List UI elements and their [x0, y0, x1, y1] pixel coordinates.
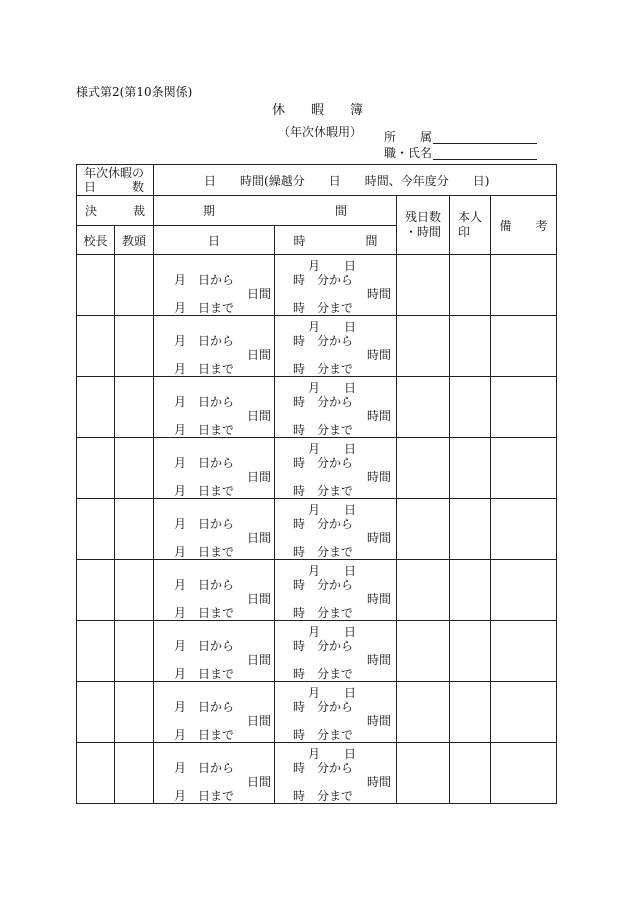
principal-approval-cell[interactable] [77, 316, 115, 377]
table-row [77, 316, 557, 377]
time-from-label: 時 分から [293, 273, 354, 287]
principal-header: 校長 [77, 226, 115, 255]
carryover-summary[interactable]: 日 時間(繰越分 日 時間、今年度分 日) [154, 165, 557, 196]
day-from-label: 月 日から [174, 334, 235, 348]
time-to-label: 時 分まで [293, 789, 354, 803]
name-field[interactable] [433, 159, 537, 160]
remarks-cell[interactable] [491, 560, 557, 621]
time-period-cell[interactable] [275, 621, 397, 682]
days-label: 日間 [247, 348, 272, 362]
remaining-cell[interactable] [397, 255, 450, 316]
day-period-cell[interactable] [154, 316, 275, 377]
remarks-cell[interactable] [491, 438, 557, 499]
hours-label: 時間 [367, 531, 392, 545]
time-period-cell[interactable] [275, 316, 397, 377]
day-period-cell[interactable] [154, 438, 275, 499]
vice-principal-approval-cell[interactable] [115, 377, 154, 438]
time-from-label: 時 分から [293, 334, 354, 348]
date-label: 月 日 [308, 686, 357, 700]
day-header: 日 [154, 226, 275, 255]
remaining-cell[interactable] [397, 316, 450, 377]
name-label: 職・氏名 [384, 146, 433, 160]
days-label: 日間 [247, 775, 272, 789]
day-period-cell[interactable] [154, 743, 275, 804]
time-header: 時 間 [275, 226, 397, 255]
remarks-cell[interactable] [491, 255, 557, 316]
time-period-cell[interactable] [275, 743, 397, 804]
principal-approval-cell[interactable] [77, 499, 115, 560]
days-label: 日間 [247, 714, 272, 728]
time-from-label: 時 分から [293, 517, 354, 531]
time-to-label: 時 分まで [293, 423, 354, 437]
table-row [77, 499, 557, 560]
day-from-label: 月 日から [174, 395, 235, 409]
time-from-label: 時 分から [293, 639, 354, 653]
day-to-label: 月 日まで [174, 545, 235, 559]
time-to-label: 時 分まで [293, 362, 354, 376]
remaining-cell[interactable] [397, 377, 450, 438]
day-to-label: 月 日まで [174, 301, 235, 315]
table-row [77, 743, 557, 804]
time-period-cell[interactable] [275, 377, 397, 438]
vice-principal-approval-cell[interactable] [115, 621, 154, 682]
day-period-cell[interactable] [154, 621, 275, 682]
remarks-cell[interactable] [491, 316, 557, 377]
table-row [77, 621, 557, 682]
time-period-cell[interactable] [275, 255, 397, 316]
vice-principal-approval-cell[interactable] [115, 316, 154, 377]
principal-approval-cell[interactable] [77, 255, 115, 316]
remarks-cell[interactable] [491, 682, 557, 743]
time-period-cell[interactable] [275, 560, 397, 621]
approval-header: 決 裁 [77, 196, 154, 226]
day-period-cell[interactable] [154, 255, 275, 316]
days-label: 日間 [247, 531, 272, 545]
principal-approval-cell[interactable] [77, 560, 115, 621]
date-label: 月 日 [308, 320, 357, 334]
day-period-cell[interactable] [154, 560, 275, 621]
table-row [77, 560, 557, 621]
seal-cell[interactable] [450, 499, 491, 560]
table-row [77, 682, 557, 743]
day-period-cell[interactable] [154, 499, 275, 560]
day-from-label: 月 日から [174, 578, 235, 592]
seal-cell[interactable] [450, 621, 491, 682]
hours-label: 時間 [367, 775, 392, 789]
date-label: 月 日 [308, 259, 357, 273]
principal-approval-cell[interactable] [77, 743, 115, 804]
days-label: 日間 [247, 470, 272, 484]
date-label: 月 日 [308, 625, 357, 639]
time-from-label: 時 分から [293, 761, 354, 775]
time-to-label: 時 分まで [293, 545, 354, 559]
vice-principal-header: 教頭 [115, 226, 154, 255]
date-label: 月 日 [308, 564, 357, 578]
page-subtitle: （年次休暇用） [278, 125, 363, 139]
time-to-label: 時 分まで [293, 606, 354, 620]
day-to-label: 月 日まで [174, 484, 235, 498]
day-to-label: 月 日まで [174, 728, 235, 742]
seal-header: 本人 印 [450, 196, 491, 255]
affiliation-field[interactable] [433, 143, 537, 144]
days-label: 日間 [247, 592, 272, 606]
day-to-label: 月 日まで [174, 423, 235, 437]
remarks-cell[interactable] [491, 499, 557, 560]
seal-cell[interactable] [450, 255, 491, 316]
day-from-label: 月 日から [174, 517, 235, 531]
table-row [77, 438, 557, 499]
annual-leave-days-label: 年次休暇の 日 数 [77, 165, 154, 196]
seal-cell[interactable] [450, 560, 491, 621]
seal-cell[interactable] [450, 438, 491, 499]
date-label: 月 日 [308, 442, 357, 456]
time-from-label: 時 分から [293, 456, 354, 470]
table-row [77, 377, 557, 438]
remarks-cell[interactable] [491, 377, 557, 438]
principal-approval-cell[interactable] [77, 682, 115, 743]
hours-label: 時間 [367, 348, 392, 362]
vice-principal-approval-cell[interactable] [115, 499, 154, 560]
seal-cell[interactable] [450, 682, 491, 743]
remaining-cell[interactable] [397, 438, 450, 499]
day-to-label: 月 日まで [174, 362, 235, 376]
time-period-cell[interactable] [275, 499, 397, 560]
hours-label: 時間 [367, 409, 392, 423]
hours-label: 時間 [367, 592, 392, 606]
vice-principal-approval-cell[interactable] [115, 438, 154, 499]
hours-label: 時間 [367, 287, 392, 301]
day-to-label: 月 日まで [174, 789, 235, 803]
vice-principal-approval-cell[interactable] [115, 560, 154, 621]
principal-approval-cell[interactable] [77, 377, 115, 438]
days-label: 日間 [247, 409, 272, 423]
form-number: 様式第2(第10条関係) [76, 85, 193, 99]
hours-label: 時間 [367, 470, 392, 484]
page-title: 休 暇 簿 [272, 103, 364, 118]
time-to-label: 時 分まで [293, 667, 354, 681]
day-from-label: 月 日から [174, 761, 235, 775]
vice-principal-approval-cell[interactable] [115, 682, 154, 743]
remaining-cell[interactable] [397, 682, 450, 743]
affiliation-label: 所 属 [384, 130, 433, 144]
day-to-label: 月 日まで [174, 606, 235, 620]
hours-label: 時間 [367, 653, 392, 667]
principal-approval-cell[interactable] [77, 438, 115, 499]
time-from-label: 時 分から [293, 395, 354, 409]
hours-label: 時間 [367, 714, 392, 728]
time-period-cell[interactable] [275, 438, 397, 499]
remaining-cell[interactable] [397, 743, 450, 804]
principal-approval-cell[interactable] [77, 621, 115, 682]
vice-principal-approval-cell[interactable] [115, 255, 154, 316]
remaining-cell[interactable] [397, 621, 450, 682]
remaining-cell[interactable] [397, 560, 450, 621]
date-label: 月 日 [308, 747, 357, 761]
remaining-cell[interactable] [397, 499, 450, 560]
seal-cell[interactable] [450, 743, 491, 804]
time-period-cell[interactable] [275, 682, 397, 743]
day-period-cell[interactable] [154, 377, 275, 438]
day-from-label: 月 日から [174, 273, 235, 287]
remarks-cell[interactable] [491, 743, 557, 804]
time-to-label: 時 分まで [293, 301, 354, 315]
time-from-label: 時 分から [293, 700, 354, 714]
vice-principal-approval-cell[interactable] [115, 743, 154, 804]
remarks-header: 備 考 [491, 196, 557, 255]
date-label: 月 日 [308, 503, 357, 517]
day-to-label: 月 日まで [174, 667, 235, 681]
time-to-label: 時 分まで [293, 484, 354, 498]
day-from-label: 月 日から [174, 700, 235, 714]
time-to-label: 時 分まで [293, 728, 354, 742]
seal-cell[interactable] [450, 377, 491, 438]
remaining-header: 残日数 ・時間 [397, 196, 450, 255]
day-from-label: 月 日から [174, 456, 235, 470]
remarks-cell[interactable] [491, 621, 557, 682]
table-row [77, 255, 557, 316]
date-label: 月 日 [308, 381, 357, 395]
days-label: 日間 [247, 653, 272, 667]
time-from-label: 時 分から [293, 578, 354, 592]
seal-cell[interactable] [450, 316, 491, 377]
leave-register-table [76, 164, 557, 804]
period-header: 期 間 [154, 196, 397, 226]
day-from-label: 月 日から [174, 639, 235, 653]
day-period-cell[interactable] [154, 682, 275, 743]
days-label: 日間 [247, 287, 272, 301]
